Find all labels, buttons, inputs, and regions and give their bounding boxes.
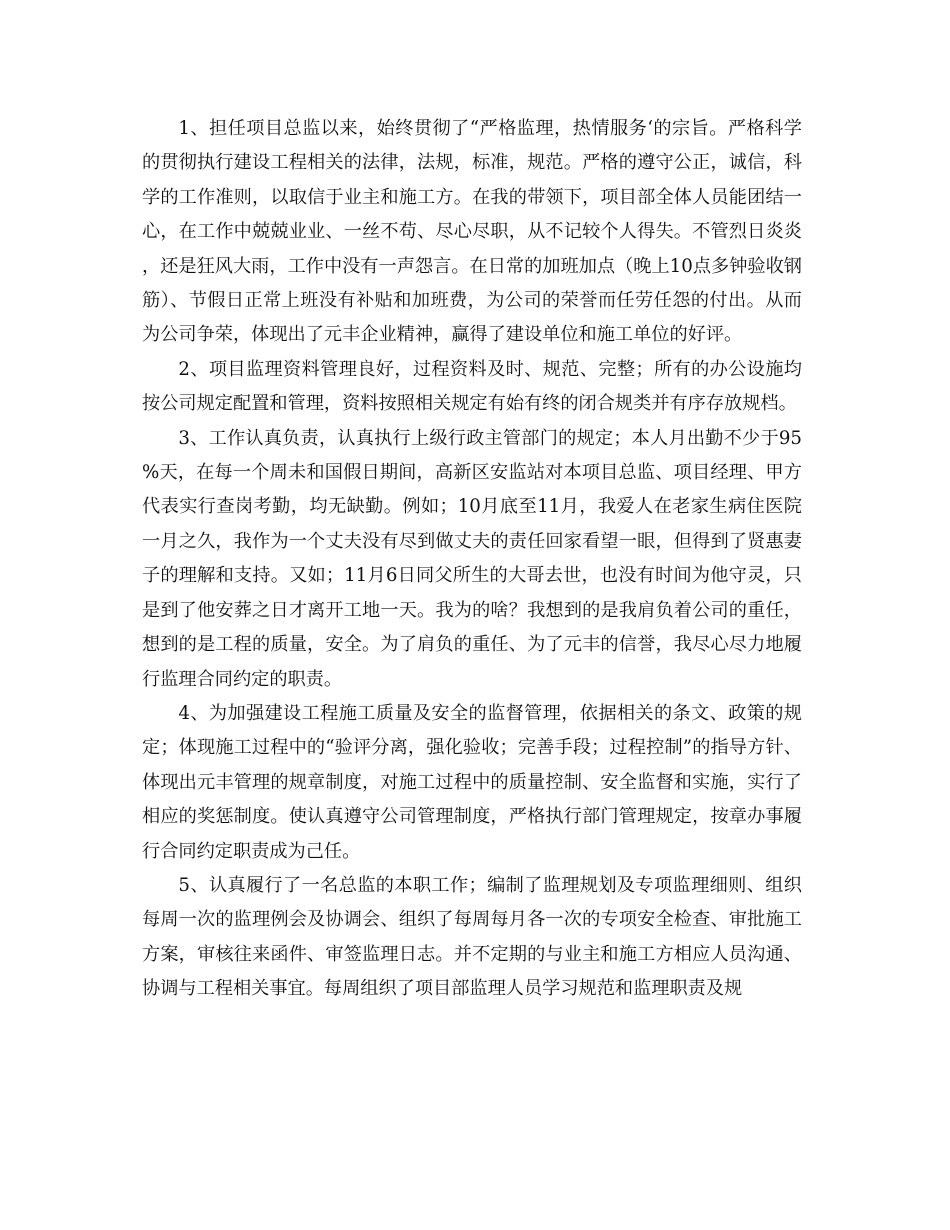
paragraph-4: 4、为加强建设工程施工质量及安全的监督管理，依据相关的条文、政策的规定；体现施工过程中的“验评分离，强化验收；完善手段；过程控制”的指导方针、体现出元丰管理的规章制度，对施工过程中的质量控制、安全监督和实施，实行了相应的奖惩制度。使认真遵守公司管理制度，严格执行部门管理规定，按章办事履行合同约定职责成为己任。: [142, 702, 802, 862]
paragraph-3: 3、工作认真负责，认真执行上级行政主管部门的规定；本人月出勤不少于95%天，在每一个周未和国假日期间，高新区安监站对本项目总监、项目经理、甲方代表实行查岗考勤，均无缺勤。例如；10月底至11月，我爱人在老家生病住医院一月之久，我作为一个丈夫没有尽到做丈夫的责任回家看望一眼，但得到了贤惠妻子的理解和支持。又如；11月6日同父所生的大哥去世，也没有时间为他守灵，只是到了他安葬之日才离开工地一天。我为的啥？我想到的是我肩负着公司的重任，想到的是工程的质量，安全。为了肩负的重任、为了元丰的信誉，我尽心尽力地履行监理合同约定的职责。: [142, 427, 802, 690]
paragraph-1: 1、担任项目总监以来，始终贯彻了“严格监理，热情服务‘的宗旨。严格科学的贯彻执行建设工程相关的法律，法规，标准，规范。严格的遵守公正，诚信，科学的工作准则，以取信于业主和施工方。在我的带领下，项目部全体人员能团结一心，在工作中兢兢业业、一丝不苟、尽心尽职，从不记较个人得失。不管烈日炎炎，还是狂风大雨，工作中没有一声怨言。在日常的加班加点（晚上10点多钟验收钢筋）、节假日正常上班没有补贴和加班费，为公司的荣誉而任劳任怨的付出。从而为公司争荣，体现出了元丰企业精神，赢得了建设单位和施工单位的好评。: [142, 118, 802, 346]
paragraph-2: 2、项目监理资料管理良好，过程资料及时、规范、完整；所有的办公设施均按公司规定配置和管理，资料按照相关规定有始有终的闭合规类并有序存放规档。: [142, 358, 802, 415]
document-body: [142, 112, 802, 1007]
paragraph-5: 5、认真履行了一名总监的本职工作；编制了监理规划及专项监理细则、组织每周一次的监理例会及协调会、组织了每周每月各一次的专项安全检查、审批施工方案，审核往来函件、审签监理日志。并不定期的与业主和施工方相应人员沟通、协调与工程相关事宜。每周组织了项目部监理人员学习规范和监理职责及规: [142, 874, 802, 1000]
